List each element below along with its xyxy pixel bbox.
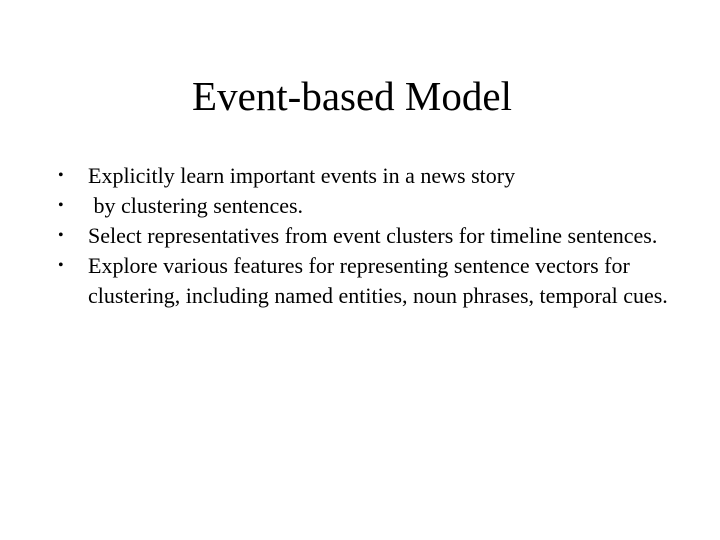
bullet-item <box>58 221 668 251</box>
bullet-text: Select representatives from event clusters for timeline sentences. <box>88 223 658 248</box>
bullet-text: Explicitly learn important events in a news story <box>88 163 516 188</box>
bullet-item <box>58 161 668 191</box>
bullet-dot-icon: • <box>58 197 64 214</box>
bullet-dot-icon: • <box>58 227 64 244</box>
bullet-text: Explore various features for representing sentence vectors for clustering, including named entities, noun phrases, temporal cues. <box>88 253 668 308</box>
bullet-text: by clustering sentences. <box>88 193 304 218</box>
bullet-dot-icon: • <box>58 257 64 274</box>
slide-title: Event-based Model <box>192 73 512 119</box>
bullet-item <box>58 191 668 221</box>
bullet-dot-icon: • <box>58 167 64 184</box>
bullet-item <box>58 251 668 311</box>
bullet-list <box>58 161 668 311</box>
